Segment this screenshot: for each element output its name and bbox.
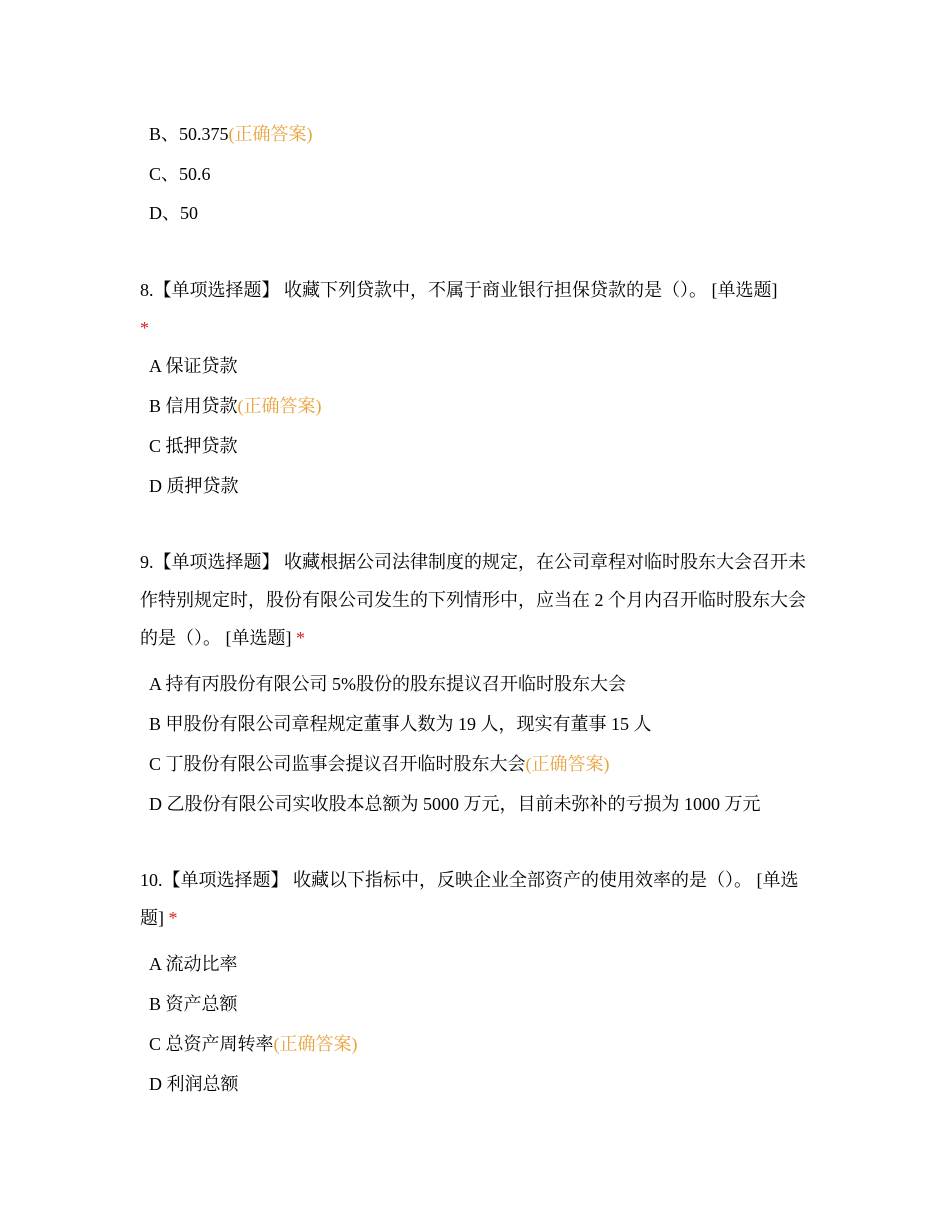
q10-option-b (149, 992, 238, 1016)
option-text: D 利润总额 (149, 1074, 239, 1094)
option-text: A 流动比率 (149, 954, 238, 974)
required-mark: * (296, 628, 305, 648)
q9-option-d (149, 792, 761, 816)
option-text: A 持有丙股份有限公司 5%股份的股东提议召开临时股东大会 (149, 674, 626, 694)
question-text: 9.【单项选择题】 收藏根据公司法律制度的规定，在公司章程对临时股东大会召开未作特别规定时，股份有限公司发生的下列情形中，应当在 2 个月内召开临时股东大会的是（）。 [单选题] (140, 552, 806, 648)
option-text: C 丁股份有限公司监事会提议召开临时股东大会 (149, 754, 526, 774)
q10-title (140, 861, 820, 937)
question-text: 8.【单项选择题】 收藏下列贷款中，不属于商业银行担保贷款的是（）。 [单选题] (140, 280, 778, 300)
q8-title (140, 271, 820, 347)
correct-answer-tag: (正确答案) (228, 124, 313, 144)
q10-option-a (149, 952, 238, 976)
q8-option-c (149, 434, 238, 458)
q8-option-d (149, 474, 239, 498)
q9-option-a (149, 672, 626, 696)
q9-option-c (149, 752, 610, 776)
q9-title (140, 543, 820, 657)
option-text: C 总资产周转率 (149, 1034, 274, 1054)
option-text: D 乙股份有限公司实收股本总额为 5000 万元，目前未弥补的亏损为 1000 万元 (149, 794, 761, 814)
option-text: B、50.375 (149, 124, 229, 144)
option-text: C 抵押贷款 (149, 436, 238, 456)
option-text: D、50 (149, 203, 198, 223)
q10-option-d (149, 1072, 239, 1096)
correct-answer-tag: (正确答案) (237, 396, 322, 416)
correct-answer-tag: (正确答案) (273, 1034, 358, 1054)
option-text: D 质押贷款 (149, 476, 239, 496)
q8-option-b (149, 394, 322, 418)
option-text: B 甲股份有限公司章程规定董事人数为 19 人，现实有董事 15 人 (149, 714, 652, 734)
q8-option-a (149, 354, 238, 378)
option-text: A 保证贷款 (149, 356, 238, 376)
q7-option-c (149, 162, 211, 186)
q7-option-b (149, 122, 313, 146)
option-text: B 资产总额 (149, 994, 238, 1014)
required-mark: * (140, 318, 149, 338)
required-mark: * (168, 908, 178, 928)
q10-option-c (149, 1032, 358, 1056)
option-text: B 信用贷款 (149, 396, 238, 416)
q9-option-b (149, 712, 652, 736)
question-text: 10.【单项选择题】 收藏以下指标中，反映企业全部资产的使用效率的是（）。 [单选题] (140, 870, 799, 928)
correct-answer-tag: (正确答案) (525, 754, 610, 774)
q7-option-d (149, 201, 198, 225)
option-text: C、50.6 (149, 164, 211, 184)
